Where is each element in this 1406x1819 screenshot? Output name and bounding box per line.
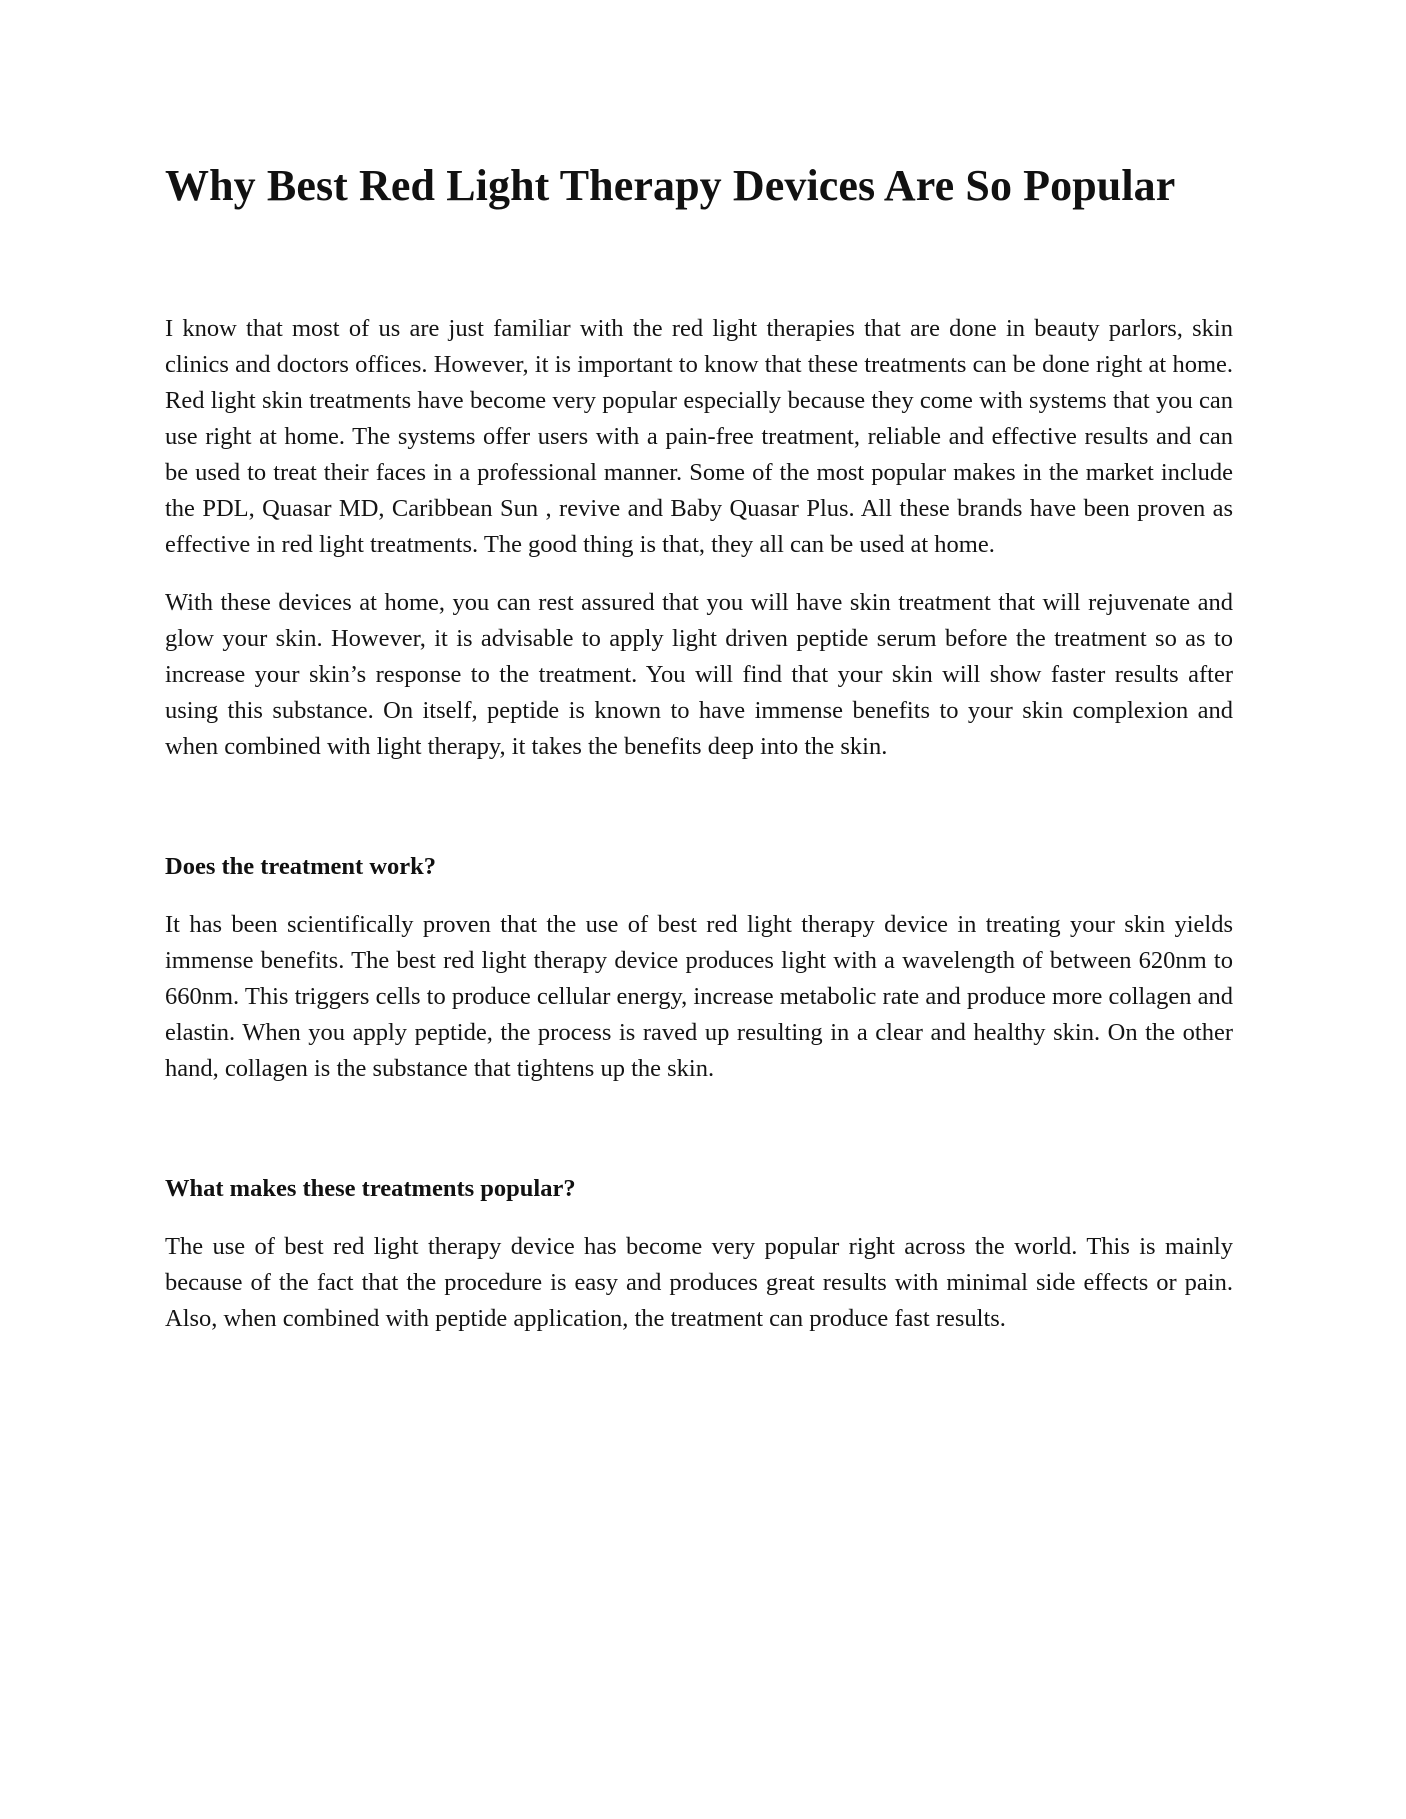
section-body-treatment-work: It has been scientifically proven that the use of best red light therapy device in treating your skin yields immense benefits. The best red light therapy device produces light with a wavelength of between 620nm to 660nm. This triggers cells to produce cellular energy, increase metabolic rate and produce more collagen and elastin. When you apply peptide, the process is raved up resulting in a clear and healthy skin. On the other hand, collagen is the substance that tightens up the skin. (165, 910, 1233, 1082)
section-heading-popular: What makes these treatments popular? (165, 1174, 576, 1202)
intro-paragraph-2: With these devices at home, you can rest assured that you will have skin treatment that will rejuvenate and glow your skin. However, it is advisable to apply light driven peptide serum before the treatment so as to increase your skin’s response to the treatment. You will find that your skin will show faster results after using this substance. On itself, peptide is known to have immense benefits to your skin complexion and when combined with light therapy, it takes the benefits deep into the skin. (165, 588, 1233, 760)
intro-paragraph-1: I know that most of us are just familiar with the red light therapies that are done in beauty parlors, skin clinics and doctors offices. However, it is important to know that these treatments can be done right at home. Red light skin treatments have become very popular especially because they come with systems that you can use right at home. The systems offer users with a pain-free treatment, reliable and effective results and can be used to treat their faces in a professional manner. Some of the most popular makes in the market include the PDL, Quasar MD, Caribbean Sun , revive and Baby Quasar Plus. All these brands have been proven as effective in red light treatments. The good thing is that, they all can be used at home. (165, 314, 1233, 558)
document-title: Why Best Red Light Therapy Devices Are So Popular (165, 161, 1176, 210)
section-heading-treatment-work: Does the treatment work? (165, 852, 437, 880)
document-content (165, 160, 1233, 1337)
section-body-popular: The use of best red light therapy device has become very popular right across the world. This is mainly because of the fact that the procedure is easy and produces great results with minimal side effects or pain. Also, when combined with peptide application, the treatment can produce fast results. (165, 1232, 1233, 1332)
